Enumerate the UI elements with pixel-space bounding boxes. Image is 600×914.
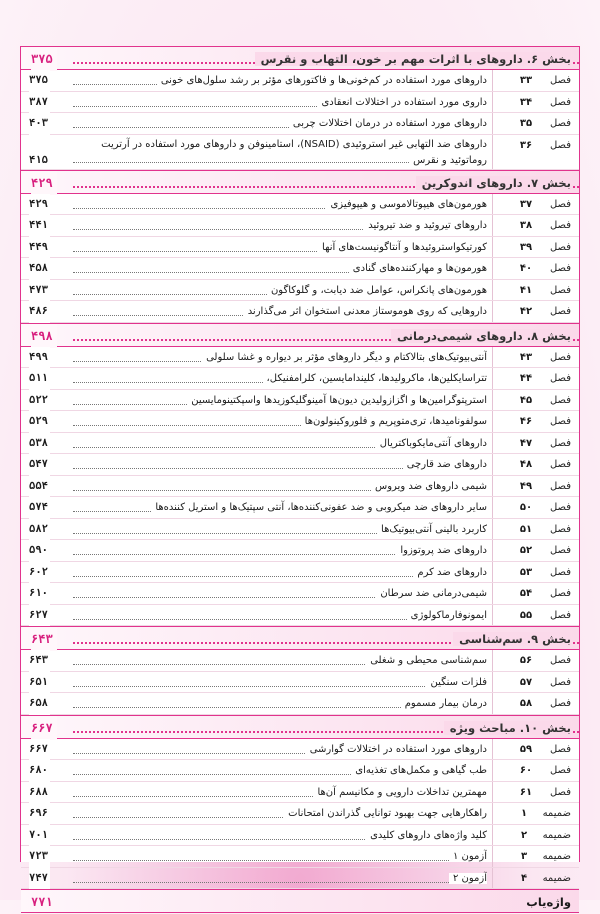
chapter-page-number: ۳۷۵ [29,70,50,92]
chapter-row [21,194,579,216]
chapter-title: داروی مورد استفاده در اختلالات انعقادی [69,92,487,114]
chapter-title: آنتی‌بیوتیک‌های بتالاکتام و دیگر داروهای مؤثر بر دیواره و غشا سلولی [69,347,487,369]
chapter-page-number: ۵۲۲ [29,390,50,412]
chapter-row [21,605,579,627]
chapter-title: داروهای مورد استفاده در کم‌خونی‌ها و فاکتورهای مؤثر بر رشد سلول‌های خونی [69,70,487,92]
column-divider [492,497,493,518]
chapter-row [21,113,579,135]
chapter-page-number: ۶۱۰ [29,583,50,605]
chapter-number: ۵۷ [519,676,533,688]
chapter-row [21,540,579,562]
appendix-row [21,825,579,847]
section-title: بخش ۱۰. مباحث ویژه [444,716,571,740]
section-title: بخش ۷. داروهای اندوکرین [416,171,571,195]
chapter-label: فصل [549,588,571,599]
chapter-number: ۲ [520,829,528,841]
chapter-label: ضمیمه [542,829,571,841]
chapter-label: ضمیمه [542,808,571,819]
column-divider [492,258,493,279]
chapter-title: ایمونوفارماکولوژی [69,605,487,627]
chapter-row [21,782,579,804]
chapter-label: فصل [549,437,571,449]
chapter-number: ۴۹ [519,480,533,492]
column-divider [492,70,493,91]
chapter-number: ۳۳ [519,75,533,86]
column-divider [492,782,493,803]
column-divider [492,433,493,454]
chapter-page-number: ۶۰۲ [29,562,50,584]
chapter-row [21,562,579,584]
chapter-label: فصل [549,609,571,621]
chapter-row [21,583,579,605]
chapter-number: ۳۷ [519,198,533,210]
chapter-row [21,347,579,369]
chapter-title: سایر داروهای ضد میکروبی و ضد عفونی‌کننده‌ها، آنتی سپتیک‌ها و استریل کننده‌ها [69,497,487,519]
column-divider [492,693,493,714]
chapter-row [21,497,579,519]
column-divider [492,368,493,389]
chapter-number: ۴۲ [519,306,533,317]
chapter-page-number: ۶۵۸ [29,693,50,715]
chapter-label: فصل [549,480,571,492]
chapter-row [21,760,579,782]
chapter-title: هورمون‌های هیپوتالاموسی و هیپوفیزی [69,194,487,216]
chapter-row [21,135,579,170]
chapter-label: فصل [549,373,571,384]
chapter-number: ۵۵ [519,609,533,621]
column-divider [492,476,493,497]
chapter-number: ۳۵ [519,118,533,129]
chapter-page-number: ۴۲۹ [29,194,50,216]
chapter-label: فصل [549,306,571,317]
chapter-label: فصل [549,351,571,363]
chapter-label: فصل [549,284,571,296]
chapter-page-number: ۶۵۱ [29,672,50,694]
chapter-row [21,519,579,541]
chapter-number: ۳۶ [519,139,533,151]
chapter-row [21,390,579,412]
chapter-number: ۴۳ [519,351,533,363]
section-page-number: ۴۲۹ [31,171,57,195]
chapter-row [21,693,579,715]
chapter-number: ۴۵ [519,394,533,406]
chapter-title: داروهای مورد استفاده در اختلالات گوارشی [69,739,487,761]
chapter-title: سم‌شناسی محیطی و شغلی [69,650,487,672]
chapter-label: فصل [549,75,571,86]
column-divider [492,92,493,113]
chapter-title: طب گیاهی و مکمل‌های تغذیه‌ای [69,760,487,782]
chapter-number: ۳۸ [519,220,533,231]
chapter-title: داروهای ضد پروتوزوا [69,540,487,562]
column-divider [492,846,493,867]
chapter-page-number: ۳۸۷ [29,92,50,114]
chapter-number: ۳۹ [519,241,533,253]
chapter-number: ۵۰ [519,502,533,513]
column-divider [492,760,493,781]
column-divider [492,301,493,322]
chapter-number: ۵۲ [519,545,533,556]
chapter-number: ۵۳ [519,566,533,578]
chapter-number: ۵۸ [519,698,533,709]
chapter-title: داروهای ضد کرم [69,562,487,584]
chapter-page-number: ۵۵۴ [29,476,50,498]
section-header [21,323,579,347]
column-divider [492,347,493,368]
chapter-page-number: ۴۰۳ [29,113,50,135]
chapter-page-number: ۶۸۰ [29,760,50,782]
column-divider [492,825,493,846]
chapter-title: داروهایی که روی هوموستاز معدنی استخوان اثر می‌گذارند [69,301,487,323]
chapter-page-number: ۶۴۳ [29,650,50,672]
chapter-label: فصل [549,765,571,776]
chapter-title: داروهای تیروئید و ضد تیروئید [69,215,487,237]
chapter-number: ۳۴ [519,96,533,108]
column-divider [492,411,493,432]
chapter-page-number: ۴۸۶ [29,301,50,323]
chapter-page-number: ۴۴۱ [29,215,50,237]
column-divider [492,672,493,693]
column-divider [492,562,493,583]
chapter-number: ۱ [520,808,528,819]
chapter-label: فصل [549,263,571,274]
chapter-row [21,301,579,323]
chapter-row [21,739,579,761]
chapter-row [21,280,579,302]
chapter-label: فصل [549,545,571,556]
chapter-page-number: ۵۷۴ [29,497,50,519]
chapter-label: فصل [549,198,571,210]
column-divider [492,650,493,671]
section-title: بخش ۸. داروهای شیمی‌درمانی [391,324,571,348]
chapter-title: مهمترین تداخلات دارویی و مکانیسم آن‌ها [69,782,487,804]
chapter-label: فصل [549,502,571,513]
chapter-page-number: ۵۸۲ [29,519,50,541]
chapter-page-number: ۴۹۹ [29,347,50,369]
chapter-label: ضمیمه [542,872,571,884]
column-divider [492,803,493,824]
chapter-title: داروهای ضد قارچی [69,454,487,476]
chapter-label: فصل [549,786,571,798]
chapter-title: فلزات سنگین [69,672,487,694]
section-page-number: ۶۶۷ [31,716,57,740]
glossary-page-number: ۷۷۱ [31,895,53,909]
chapter-page-number: ۵۴۷ [29,454,50,476]
chapter-number: ۴۱ [519,284,533,296]
chapter-title: آزمون ۱ [69,846,487,868]
chapter-title: داروهای آنتی‌مایکوباکتریال [69,433,487,455]
chapter-page-number: ۴۵۸ [29,258,50,280]
chapter-number: ۴۸ [519,459,533,470]
column-divider [492,194,493,215]
chapter-label: فصل [549,676,571,688]
chapter-page-number: ۶۲۷ [29,605,50,627]
chapter-page-number: ۵۲۹ [29,411,50,433]
column-divider [492,605,493,626]
chapter-page-number: ۵۹۰ [29,540,50,562]
chapter-title: شیمی‌درمانی ضد سرطان [69,583,487,605]
chapter-number: ۳ [520,851,528,862]
chapter-title: راهکارهایی جهت بهبود توانایی گذراندن امتحانات [69,803,487,825]
chapter-title: کاربرد بالینی آنتی‌بیوتیک‌ها [69,519,487,541]
chapter-label: فصل [549,459,571,470]
section-header [21,626,579,650]
chapter-page-number: ۴۱۵ [29,151,50,169]
column-divider [492,135,493,169]
chapter-row [21,476,579,498]
section-page-number: ۶۴۳ [31,627,57,651]
section-page-number: ۳۷۵ [31,47,57,71]
column-divider [492,868,493,889]
chapter-page-number: ۵۱۱ [29,368,50,390]
chapter-row [21,70,579,92]
appendix-row [21,868,579,890]
chapter-row [21,454,579,476]
chapter-title: هورمون‌های پانکراس، عوامل ضد دیابت، و گلوکاگون [69,280,487,302]
appendix-row [21,803,579,825]
chapter-label: فصل [549,523,571,535]
chapter-page-number: ۷۲۳ [29,846,50,868]
column-divider [492,215,493,236]
chapter-page-number: ۷۰۱ [29,825,50,847]
chapter-title: سولفونامیدها، تری‌متوپریم و فلوروکینولون‌ها [69,411,487,433]
chapter-number: ۴۶ [519,416,533,427]
chapter-page-number: ۴۷۳ [29,280,50,302]
chapter-number: ۶۰ [519,765,533,776]
chapter-row [21,672,579,694]
chapter-number: ۴۴ [519,373,533,384]
chapter-label: فصل [549,743,571,755]
chapter-title: داروهای مورد استفاده در درمان اختلالات چربی [69,113,487,135]
chapter-label: فصل [549,96,571,108]
section-title: بخش ۶. داروهای با اثرات مهم بر خون، التهاب و نقرس [255,47,571,71]
column-divider [492,583,493,604]
chapter-title: استرپتوگرامین‌ها و اگزازولیدین دیون‌ها آمینوگلیکوزیدها واسپکتینومایسین [69,390,487,412]
chapter-row [21,237,579,259]
chapter-page-number: ۴۴۹ [29,237,50,259]
chapter-number: ۵۶ [519,655,533,666]
glossary-header [21,889,579,913]
chapter-title: کورتیکواستروئیدها و آنتاگونیست‌های آنها [69,237,487,259]
table-of-contents [20,46,580,909]
section-header [21,170,579,194]
chapter-title: شیمی داروهای ضد ویروس [69,476,487,498]
chapter-title: آزمون ۲ [69,868,487,890]
chapter-page-number: ۵۳۸ [29,433,50,455]
chapter-label: فصل [549,698,571,709]
chapter-label: فصل [549,416,571,427]
chapter-page-number: ۷۴۷ [29,868,50,890]
section-title: بخش ۹. سم‌شناسی [453,627,571,651]
chapter-label: فصل [549,139,571,151]
chapter-page-number: ۶۶۷ [29,739,50,761]
chapter-number: ۶۱ [519,786,533,798]
chapter-title: هورمون‌ها و مهارکننده‌های گنادی [69,258,487,280]
chapter-row [21,215,579,237]
chapter-label: فصل [549,241,571,253]
chapter-number: ۴ [520,872,528,884]
column-divider [492,280,493,301]
column-divider [492,739,493,760]
chapter-page-number: ۶۸۸ [29,782,50,804]
chapter-page-number: ۶۹۶ [29,803,50,825]
section-header [21,46,579,70]
glossary-title: واژه‌یاب [526,895,571,909]
chapter-label: فصل [549,655,571,666]
chapter-label: فصل [549,118,571,129]
column-divider [492,390,493,411]
section-header [21,715,579,739]
chapter-title: درمان بیمار مسموم [69,693,487,715]
column-divider [492,519,493,540]
column-divider [492,454,493,475]
chapter-row [21,411,579,433]
chapter-number: ۵۴ [519,588,533,599]
column-divider [492,113,493,134]
column-divider [492,540,493,561]
column-divider [492,237,493,258]
section-page-number: ۴۹۸ [31,324,57,348]
chapter-row [21,368,579,390]
chapter-label: ضمیمه [542,851,571,862]
appendix-row [21,846,579,868]
chapter-number: ۴۰ [519,263,533,274]
chapter-title: کلید واژه‌های داروهای کلیدی [69,825,487,847]
chapter-number: ۵۱ [519,523,533,535]
chapter-row [21,92,579,114]
chapter-row [21,433,579,455]
chapter-title: داروهای ضد التهابی غیر استروئیدی (NSAID)، استامینوفن و داروهای مورد استفاده در آرتریت روماتوئید و نقرس [101,138,487,166]
chapter-number: ۴۷ [519,437,533,449]
chapter-row [21,650,579,672]
chapter-label: فصل [549,394,571,406]
chapter-label: فصل [549,566,571,578]
chapter-title: تتراسایکلین‌ها، ماکرولیدها، کلیندامایسین، کلرامفنیکل، [69,368,487,390]
chapter-number: ۵۹ [519,743,533,755]
chapter-row [21,258,579,280]
chapter-label: فصل [549,220,571,231]
